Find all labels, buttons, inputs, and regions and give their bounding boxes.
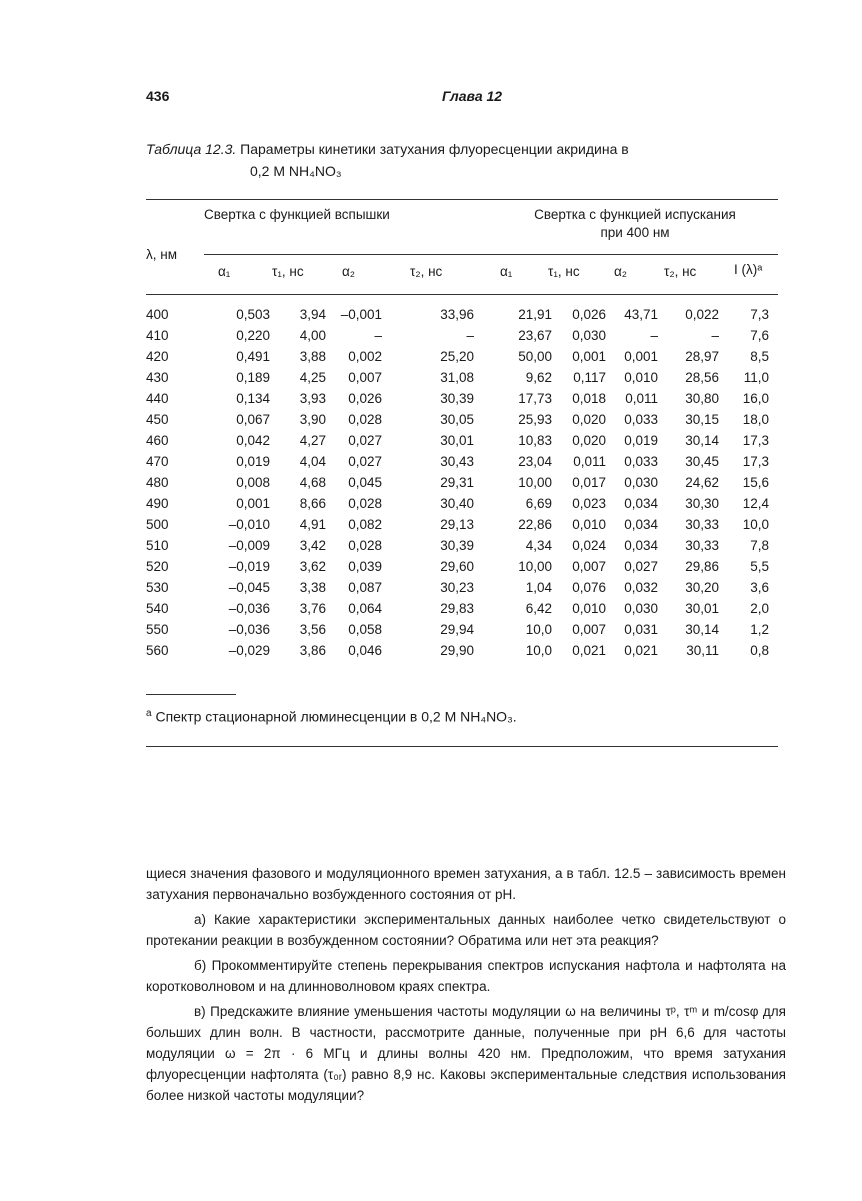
- table-cell: –0,001: [340, 307, 382, 322]
- table-cell: 0,117: [573, 370, 606, 385]
- table-cell-wavelength: 440: [146, 391, 169, 406]
- table-cell: 0,034: [624, 517, 658, 532]
- table-cell: 30,80: [685, 391, 719, 406]
- table-cell: 0,010: [572, 601, 606, 616]
- table-row: [146, 304, 769, 325]
- table-cell: 0,021: [624, 643, 658, 658]
- data-table: [146, 304, 769, 661]
- table-cell: 0,046: [348, 643, 382, 658]
- table-cell: 43,71: [624, 307, 658, 322]
- table-cell: 30,40: [440, 496, 474, 511]
- sub-header-tau2-b: τ₂, нс: [664, 264, 697, 279]
- table-cell: 0,020: [572, 412, 606, 427]
- table-cell-wavelength: 550: [146, 622, 169, 637]
- table-cell: 3,38: [299, 580, 326, 595]
- group-divider-rule: [204, 254, 778, 255]
- table-row: [146, 409, 769, 430]
- paragraph-question-a: а) Какие характеристики экспериментальных данных наиболее четко свидетельствуют о протекании реакции в возбужденном состоянии? Обратима или нет эта реакция?: [146, 912, 786, 948]
- table-caption-text: Параметры кинетики затухания флуоресценции акридина в: [240, 141, 629, 157]
- table-cell: 30,11: [686, 643, 719, 658]
- table-cell: 30,14: [685, 622, 719, 637]
- table-bottom-rule: [146, 746, 778, 747]
- table-cell: 0,8: [750, 643, 769, 658]
- table-cell: 9,62: [525, 370, 552, 385]
- table-cell: 4,68: [299, 475, 326, 490]
- table-cell: 3,42: [299, 538, 326, 553]
- table-cell: 4,04: [299, 454, 326, 469]
- table-cell: 0,030: [624, 601, 658, 616]
- table-cell: 21,91: [518, 307, 552, 322]
- table-cell: 18,0: [742, 412, 769, 427]
- table-cell: 0,033: [624, 412, 658, 427]
- table-row: [146, 493, 769, 514]
- table-cell: 0,027: [348, 454, 382, 469]
- table-cell: 0,018: [572, 391, 606, 406]
- table-cell: 10,00: [518, 475, 552, 490]
- table-cell: 0,027: [348, 433, 382, 448]
- table-row: [146, 325, 769, 346]
- table-cell-wavelength: 530: [146, 580, 169, 595]
- table-cell: 0,087: [348, 580, 382, 595]
- table-cell-wavelength: 410: [146, 328, 169, 343]
- table-row: [146, 640, 769, 661]
- footnote: [146, 708, 517, 725]
- table-cell: 30,30: [685, 496, 719, 511]
- table-cell: 0,017: [572, 475, 606, 490]
- table-cell: 17,73: [518, 391, 552, 406]
- header-bottom-rule: [146, 294, 778, 295]
- table-cell-wavelength: 450: [146, 412, 169, 427]
- table-cell: 0,220: [236, 328, 270, 343]
- table-cell: 30,14: [685, 433, 719, 448]
- sub-header-intensity: I (λ)ᵃ: [734, 262, 763, 277]
- table-cell-wavelength: 470: [146, 454, 169, 469]
- table-cell: 0,027: [624, 559, 658, 574]
- page-number: 436: [146, 88, 170, 104]
- table-cell: 0,076: [572, 580, 606, 595]
- table-cell: 0,019: [624, 433, 658, 448]
- footnote-text: Спектр стационарной люминесценции в 0,2 М NH₄NO₃.: [155, 708, 517, 725]
- table-cell: –: [466, 328, 474, 343]
- table-cell: 1,04: [525, 580, 552, 595]
- table-cell: 0,058: [348, 622, 382, 637]
- table-cell: 16,0: [742, 391, 769, 406]
- table-cell: 0,023: [572, 496, 606, 511]
- table-row: [146, 619, 769, 640]
- footnote-separator: [146, 694, 236, 695]
- table-cell: 0,189: [236, 370, 270, 385]
- table-cell: 28,97: [685, 349, 719, 364]
- table-row: [146, 472, 769, 493]
- table-cell-wavelength: 490: [146, 496, 169, 511]
- table-cell: 30,15: [685, 412, 719, 427]
- table-cell: 0,042: [236, 433, 270, 448]
- table-cell: 30,39: [440, 538, 474, 553]
- table-row: [146, 577, 769, 598]
- table-cell: –0,009: [228, 538, 270, 553]
- table-cell: 22,86: [518, 517, 552, 532]
- table-cell: 7,3: [750, 307, 769, 322]
- table-cell: 0,020: [572, 433, 606, 448]
- table-cell: 3,62: [299, 559, 326, 574]
- table-row: [146, 367, 769, 388]
- table-cell: –0,036: [228, 622, 270, 637]
- table-cell: 17,3: [742, 433, 769, 448]
- table-cell: 0,011: [625, 391, 658, 406]
- table-caption-line2: 0,2 М NH₄NO₃: [250, 163, 342, 179]
- table-cell: 28,56: [685, 370, 719, 385]
- table-row: [146, 598, 769, 619]
- table-cell-wavelength: 520: [146, 559, 169, 574]
- table-row: [146, 430, 769, 451]
- table-cell: 0,031: [624, 622, 658, 637]
- sub-header-alpha1-b: α₁: [500, 264, 513, 279]
- table-cell: 3,56: [299, 622, 326, 637]
- table-cell: 0,007: [572, 622, 606, 637]
- table-cell: 30,20: [685, 580, 719, 595]
- table-cell: 25,20: [440, 349, 474, 364]
- table-cell: 0,010: [572, 517, 606, 532]
- table-cell: 0,067: [236, 412, 270, 427]
- table-cell: 7,6: [750, 328, 769, 343]
- group2-header: [500, 206, 770, 242]
- table-cell: 30,01: [440, 433, 474, 448]
- table-cell: 29,31: [440, 475, 474, 490]
- table-cell: 8,5: [750, 349, 769, 364]
- table-cell: 6,69: [525, 496, 552, 511]
- table-cell: 0,011: [573, 454, 606, 469]
- table-cell: 0,028: [348, 496, 382, 511]
- table-row: [146, 514, 769, 535]
- table-cell: 0,002: [348, 349, 382, 364]
- sub-header-alpha1-a: α₁: [218, 264, 231, 279]
- table-cell: 3,93: [299, 391, 326, 406]
- table-cell: –0,045: [228, 580, 270, 595]
- table-cell: 30,33: [685, 517, 719, 532]
- table-cell: 0,024: [572, 538, 606, 553]
- table-cell: 0,045: [348, 475, 382, 490]
- paragraph-question-b: б) Прокомментируйте степень перекрывания спектров испускания нафтола и нафтолята на коротковолновом и на длинноволновом краях спектра.: [146, 958, 786, 994]
- table-cell: 30,23: [440, 580, 474, 595]
- sub-header-alpha2-b: α₂: [614, 264, 628, 279]
- table-cell: 0,001: [624, 349, 658, 364]
- table-cell: 5,5: [750, 559, 769, 574]
- table-cell: –: [374, 328, 382, 343]
- table-cell: 0,034: [624, 538, 658, 553]
- paragraph-continuation: щиеся значения фазового и модуляционного времен затухания, а в табл. 12.5 – зависимость времен затухания первоначально возбужденного состояния от pH.: [146, 866, 786, 902]
- table-cell: 10,0: [525, 622, 552, 637]
- table-cell: 0,026: [348, 391, 382, 406]
- table-cell: 30,45: [685, 454, 719, 469]
- table-cell: 4,00: [299, 328, 326, 343]
- table-cell: 0,030: [624, 475, 658, 490]
- table-cell: 29,60: [440, 559, 474, 574]
- table-cell: 30,43: [440, 454, 474, 469]
- table-cell: 0,028: [348, 538, 382, 553]
- table-cell: 4,34: [525, 538, 552, 553]
- table-cell-wavelength: 420: [146, 349, 169, 364]
- table-cell: 0,030: [572, 328, 606, 343]
- table-cell-wavelength: 500: [146, 517, 169, 532]
- table-cell: 0,028: [348, 412, 382, 427]
- table-cell: 0,010: [624, 370, 658, 385]
- table-cell: 0,019: [236, 454, 270, 469]
- table-cell: 0,491: [236, 349, 270, 364]
- footnote-mark: а: [146, 708, 152, 719]
- group1-header: Свертка с функцией вспышки: [204, 207, 390, 222]
- table-cell: 0,008: [236, 475, 270, 490]
- table-cell: 0,033: [624, 454, 658, 469]
- table-cell: 29,13: [440, 517, 474, 532]
- table-cell: 12,4: [742, 496, 769, 511]
- table-row: [146, 556, 769, 577]
- table-cell: 0,007: [348, 370, 382, 385]
- table-cell: 0,026: [572, 307, 606, 322]
- table-cell: 30,39: [440, 391, 474, 406]
- table-caption-lead: Таблица 12.3.: [146, 141, 237, 157]
- table-cell: 29,94: [440, 622, 474, 637]
- sub-header-tau1-b: τ₁, нс: [548, 264, 580, 279]
- table-cell: 0,032: [624, 580, 658, 595]
- table-cell: –: [711, 328, 719, 343]
- table-cell: 6,42: [525, 601, 552, 616]
- table-cell-wavelength: 460: [146, 433, 169, 448]
- running-head: Глава 12: [442, 88, 503, 104]
- table-cell: 4,91: [299, 517, 326, 532]
- table-cell-wavelength: 560: [146, 643, 169, 658]
- table-cell-wavelength: 480: [146, 475, 169, 490]
- table-cell: 29,90: [440, 643, 474, 658]
- table-cell: 2,0: [750, 601, 769, 616]
- table-cell: 4,25: [299, 370, 326, 385]
- table-cell: 0,039: [348, 559, 382, 574]
- table-cell: 31,08: [440, 370, 474, 385]
- table-cell: 0,064: [348, 601, 382, 616]
- table-cell: 0,134: [236, 391, 270, 406]
- table-cell: 10,0: [742, 517, 769, 532]
- table-cell: 10,83: [518, 433, 552, 448]
- table-cell: 29,86: [685, 559, 719, 574]
- table-cell: 23,67: [518, 328, 552, 343]
- data-table-body: [146, 304, 769, 661]
- table-cell-wavelength: 510: [146, 538, 169, 553]
- table-cell: 3,90: [299, 412, 326, 427]
- sub-header-tau2-a: τ₂, нс: [410, 264, 443, 279]
- table-cell: 23,04: [518, 454, 552, 469]
- paragraph-question-c: в) Предскажите влияние уменьшения частоты модуляции ω на величины τᵖ, τᵐ и m/cosφ для больших длин волн. В частности, рассмотрите данные, полученные при pH 6,6 для частоты модуляции ω = 2π · 6 МГц и длины волны 420 нм. Предположим, что время затухания флуоресценции нафтолята (τ₀ᵣ) равно 8,9 нс. Каковы экспериментальные следствия использования более низкой частоты модуляции?: [146, 1004, 786, 1103]
- table-cell: 0,503: [236, 307, 270, 322]
- table-cell: 0,007: [572, 559, 606, 574]
- table-cell: 0,001: [572, 349, 606, 364]
- table-cell: 25,93: [518, 412, 552, 427]
- table-cell: 3,88: [299, 349, 326, 364]
- table-cell: 0,034: [624, 496, 658, 511]
- body-text: [146, 863, 786, 1110]
- table-cell: 10,0: [525, 643, 552, 658]
- sub-header-alpha2-a: α₂: [342, 264, 356, 279]
- table-cell: 0,021: [572, 643, 606, 658]
- table-cell: 0,082: [348, 517, 382, 532]
- table-cell: 15,6: [742, 475, 769, 490]
- table-cell-wavelength: 430: [146, 370, 169, 385]
- table-cell: 29,83: [440, 601, 474, 616]
- group2-header-line1: Свертка с функцией испускания: [534, 207, 736, 222]
- table-cell: 3,86: [299, 643, 326, 658]
- table-cell: 30,01: [685, 601, 719, 616]
- table-cell: 4,27: [299, 433, 326, 448]
- table-cell: 0,022: [685, 307, 719, 322]
- table-cell-wavelength: 400: [146, 307, 169, 322]
- table-caption: [146, 138, 766, 182]
- table-row: [146, 388, 769, 409]
- table-cell: 3,94: [299, 307, 326, 322]
- table-cell: 0,001: [236, 496, 270, 511]
- table-cell: 7,8: [750, 538, 769, 553]
- table-cell: 30,33: [685, 538, 719, 553]
- table-cell: 3,6: [750, 580, 769, 595]
- table-cell: –0,036: [228, 601, 270, 616]
- table-cell: 3,76: [299, 601, 326, 616]
- table-cell: 8,66: [299, 496, 326, 511]
- table-cell: –0,010: [228, 517, 270, 532]
- sub-header-tau1-a: τ₁, нс: [272, 264, 304, 279]
- table-cell: 33,96: [440, 307, 474, 322]
- table-top-rule: [146, 199, 778, 200]
- table-cell: –0,029: [228, 643, 270, 658]
- table-cell: 24,62: [685, 475, 719, 490]
- table-cell: 17,3: [742, 454, 769, 469]
- table-cell: 50,00: [518, 349, 552, 364]
- group2-header-line2: при 400 нм: [600, 225, 670, 240]
- table-cell: 11,0: [743, 370, 769, 385]
- table-row: [146, 451, 769, 472]
- table-cell-wavelength: 540: [146, 601, 169, 616]
- table-cell: 10,00: [518, 559, 552, 574]
- table-cell: –0,019: [228, 559, 270, 574]
- table-row: [146, 346, 769, 367]
- table-row: [146, 535, 769, 556]
- table-cell: 30,05: [440, 412, 474, 427]
- table-cell: 1,2: [750, 622, 769, 637]
- lambda-header: λ, нм: [146, 247, 177, 262]
- table-cell: –: [650, 328, 658, 343]
